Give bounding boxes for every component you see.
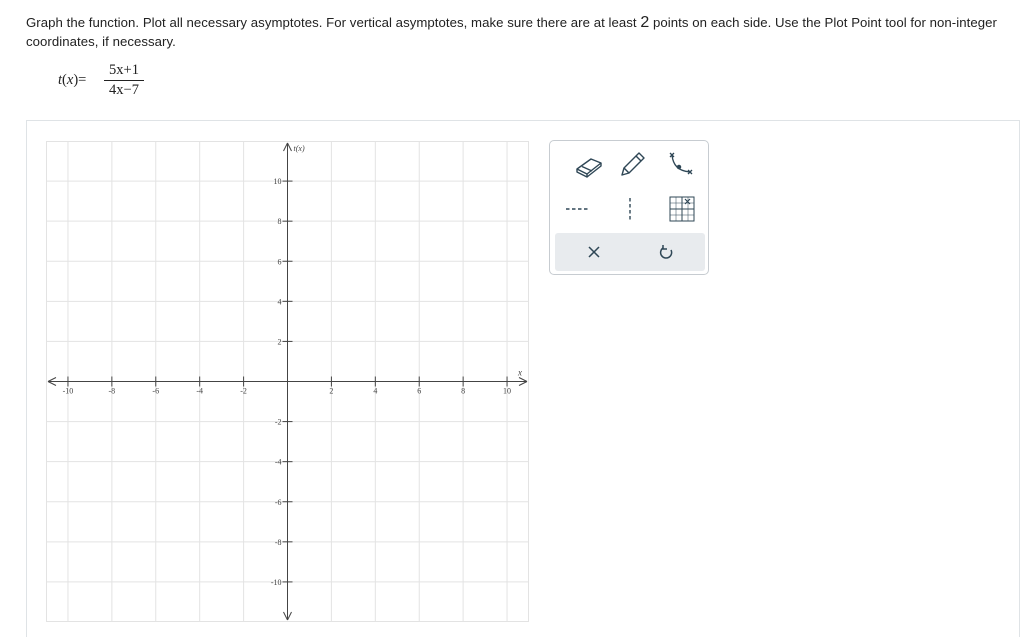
y-tick-label: -2: [274, 417, 282, 427]
horizontal-asymptote-tool[interactable]: [562, 192, 602, 224]
formula-denominator: 4x−7: [109, 82, 139, 98]
x-tick-label: 8: [461, 386, 466, 396]
x-tick-label: 2: [329, 386, 334, 396]
dashed-vertical-line-icon: [610, 192, 650, 224]
question-instructions: [26, 13, 1011, 51]
x-tick-label: -8: [108, 386, 116, 396]
formula-lhs: t(x)=: [58, 72, 87, 88]
clear-button[interactable]: [565, 233, 625, 271]
x-tick-label: 6: [417, 386, 422, 396]
x-tick-label: -10: [62, 386, 74, 396]
y-tick-label: 8: [277, 217, 282, 227]
fraction-bar: [104, 80, 144, 81]
x-tick-label: 4: [373, 386, 378, 396]
function-variable: x: [66, 72, 74, 88]
pencil-tool[interactable]: [612, 147, 652, 179]
curve-icon: [656, 147, 696, 179]
x-tick-label: -6: [152, 386, 160, 396]
y-tick-label: 6: [277, 257, 282, 267]
curve-tool[interactable]: [656, 147, 696, 179]
formula-numerator: 5x+1: [109, 62, 139, 78]
toolbox-actions: [555, 233, 705, 271]
instructions-text-2: points on each side. Use the Plot Point tool for non-integer coordinates, if necessary.: [26, 15, 997, 49]
y-tick-label: 4: [277, 297, 282, 307]
graph-toolbox: [549, 140, 709, 275]
dashed-horizontal-line-icon: [562, 192, 602, 224]
plot-point-grid-icon: [661, 192, 701, 224]
vertical-asymptote-tool[interactable]: [610, 192, 650, 224]
eraser-tool[interactable]: [571, 147, 611, 179]
plot-point-tool[interactable]: [661, 192, 701, 224]
graph-canvas[interactable]: [46, 141, 529, 622]
undo-icon: [637, 233, 697, 271]
y-tick-label: 10: [273, 177, 282, 187]
y-tick-label: -8: [274, 537, 282, 547]
undo-button[interactable]: [637, 233, 697, 271]
function-name: t: [58, 72, 63, 88]
x-tick-label: -4: [196, 386, 204, 396]
coordinate-plane[interactable]: [46, 141, 529, 622]
x-axis-label: x: [518, 367, 522, 378]
y-tick-label: -4: [274, 457, 282, 467]
formula-fraction: [104, 62, 144, 99]
y-tick-label: 2: [277, 337, 282, 347]
x-tick-label: 10: [503, 386, 512, 396]
y-axis-label: t(x): [293, 144, 305, 153]
pencil-icon: [612, 147, 652, 179]
points-count: 2: [640, 14, 650, 31]
instructions-text-1: Graph the function. Plot all necessary asymptotes. For vertical asymptotes, make sure there are at least: [26, 15, 641, 30]
close-icon: [565, 233, 625, 271]
y-tick-label: -10: [270, 577, 282, 587]
eraser-icon: [571, 147, 611, 179]
x-tick-label: -2: [240, 386, 247, 396]
y-tick-label: -6: [274, 497, 282, 507]
